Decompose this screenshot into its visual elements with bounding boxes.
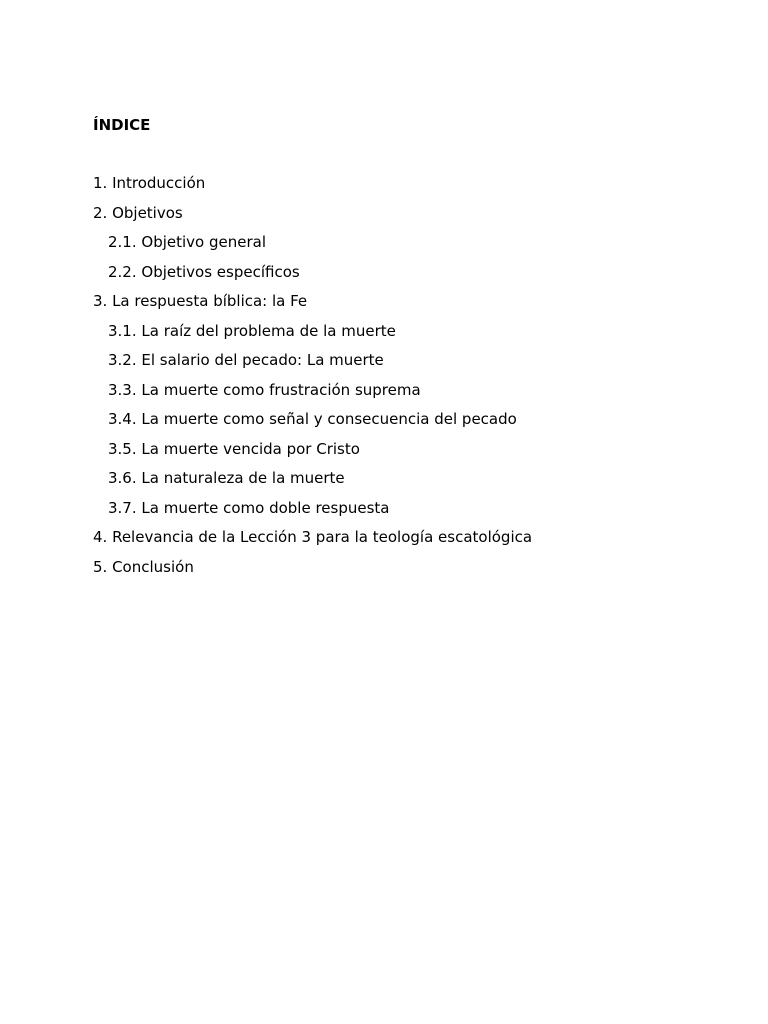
toc-subentry: 3.4. La muerte como señal y consecuencia del pecado	[108, 410, 517, 428]
toc-entry: 4. Relevancia de la Lección 3 para la teología escatológica	[93, 528, 533, 546]
toc-entry: 1. Introducción	[93, 174, 206, 192]
toc-subentry: 3.7. La muerte como doble respuesta	[108, 498, 390, 517]
page-title: ÍNDICE	[93, 116, 151, 134]
toc-subentry: 2.1. Objetivo general	[108, 233, 266, 251]
toc-entry: 3. La respuesta bíblica: la Fe	[93, 292, 308, 310]
toc-subentry: 3.5. La muerte vencida por Cristo	[108, 439, 360, 458]
toc-subentry: 3.6. La naturaleza de la muerte	[108, 469, 345, 487]
toc-subentry: 3.1. La raíz del problema de la muerte	[108, 321, 396, 340]
toc-subentry: 3.3. La muerte como frustración suprema	[108, 380, 421, 399]
table-of-contents	[93, 174, 532, 587]
toc-subentry: 2.2. Objetivos específicos	[108, 262, 300, 281]
toc-subentry: 3.2. El salario del pecado: La muerte	[108, 351, 384, 369]
toc-entry: 5. Conclusión	[93, 557, 194, 576]
toc-entry: 2. Objetivos	[93, 203, 183, 222]
